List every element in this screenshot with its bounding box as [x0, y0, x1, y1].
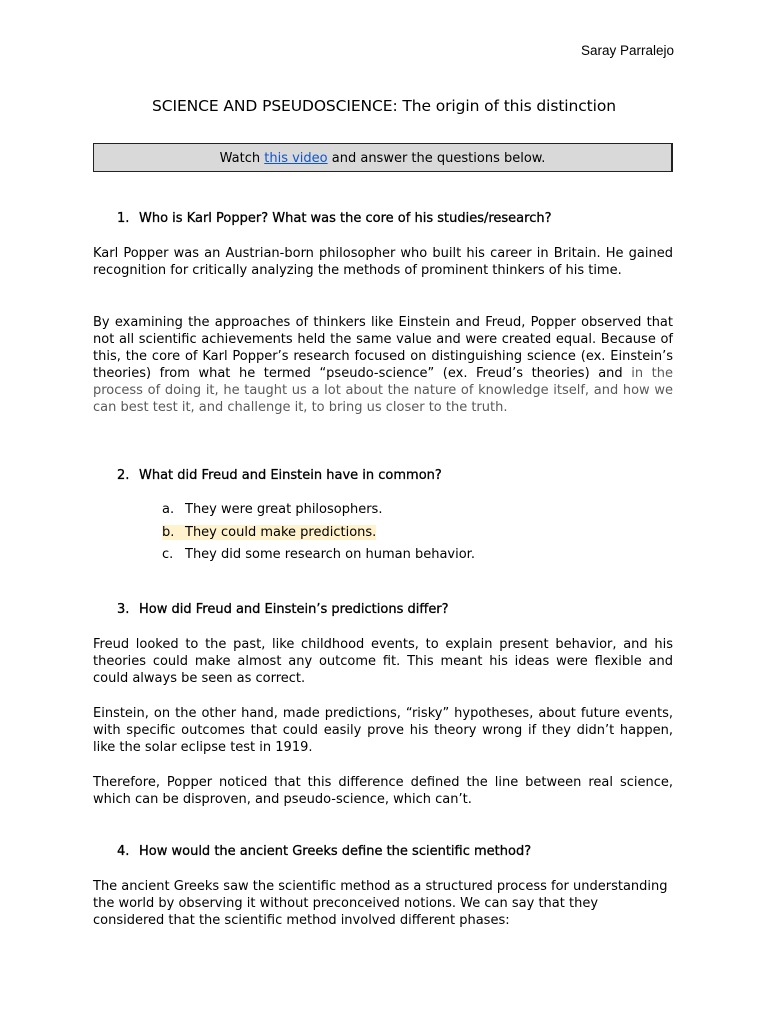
question-number: 4. [117, 844, 130, 859]
answer-3-paragraph-2: Einstein, on the other hand, made predictions, “risky” hypotheses, about future events, with specific outcomes that could easily prove his theory wrong if they didn’t happen, like the solar eclipse test in 1919. [93, 706, 673, 755]
answer-1-paragraph-2 [93, 314, 673, 416]
answer-3-paragraph-3: Therefore, Popper noticed that this difference defined the line between real science, which can be disproven, and pseudo-science, which can’t. [93, 775, 673, 807]
instruction-before: Watch [219, 151, 265, 166]
question-text: What did Freud and Einstein have in common? [139, 468, 442, 483]
video-link[interactable]: this video [264, 151, 328, 166]
question-2 [117, 468, 442, 483]
answer-3-paragraph-1: Freud looked to the past, like childhood events, to explain present behavior, and his theories could make almost any outcome fit. This meant his ideas were flexible and could always be seen as correct. [93, 637, 673, 686]
option-a [162, 499, 475, 522]
question-1 [117, 211, 552, 226]
option-c [162, 544, 475, 567]
answer-1-gray-text: in the process of doing it, he taught us a lot about the nature of knowledge itself, and how we can best test it, and challenge it, to bring us closer to the truth. [93, 366, 673, 415]
option-b-selected [162, 522, 475, 545]
option-letter: a. [162, 502, 175, 517]
question-text: Who is Karl Popper? What was the core of his studies/research? [139, 211, 552, 226]
option-letter: c. [162, 547, 174, 562]
author-name: Saray Parralejo [580, 43, 674, 58]
question-4 [117, 844, 531, 859]
answer-options [162, 499, 475, 567]
answer-1-paragraph-1: Karl Popper was an Austrian-born philosopher who built his career in Britain. He gained recognition for critically analyzing the methods of prominent thinkers of his time. [93, 246, 673, 278]
answer-1-main-text: By examining the approaches of thinkers like Einstein and Freud, Popper observed that not all scientific achievements held the same value and were created equal. Because of this, the core of Karl Popper’s research focused on distinguishing science (ex. Einstein’s theories) from what he termed “pseudo-science” (ex. Freud’s theories) and [93, 315, 673, 381]
question-number: 1. [117, 211, 130, 226]
answer-4-paragraph-1: The ancient Greeks saw the scientific method as a structured process for understanding the world by observing it without preconceived notions. We can say that they considered that the scientific method involved different phases: [93, 879, 668, 928]
instruction-box [93, 143, 673, 172]
option-text: They were great philosophers. [185, 502, 383, 517]
question-text: How would the ancient Greeks define the scientific method? [139, 844, 532, 859]
question-3 [117, 602, 449, 617]
document-title: SCIENCE AND PSEUDOSCIENCE: The origin of this distinction [152, 97, 616, 115]
question-number: 3. [117, 602, 130, 617]
option-letter: b. [162, 524, 175, 540]
question-text: How did Freud and Einstein’s predictions differ? [139, 602, 449, 617]
option-text: They did some research on human behavior. [185, 547, 475, 562]
question-number: 2. [117, 468, 130, 483]
option-text: They could make predictions. [185, 524, 377, 540]
instruction-after: and answer the questions below. [327, 151, 546, 166]
